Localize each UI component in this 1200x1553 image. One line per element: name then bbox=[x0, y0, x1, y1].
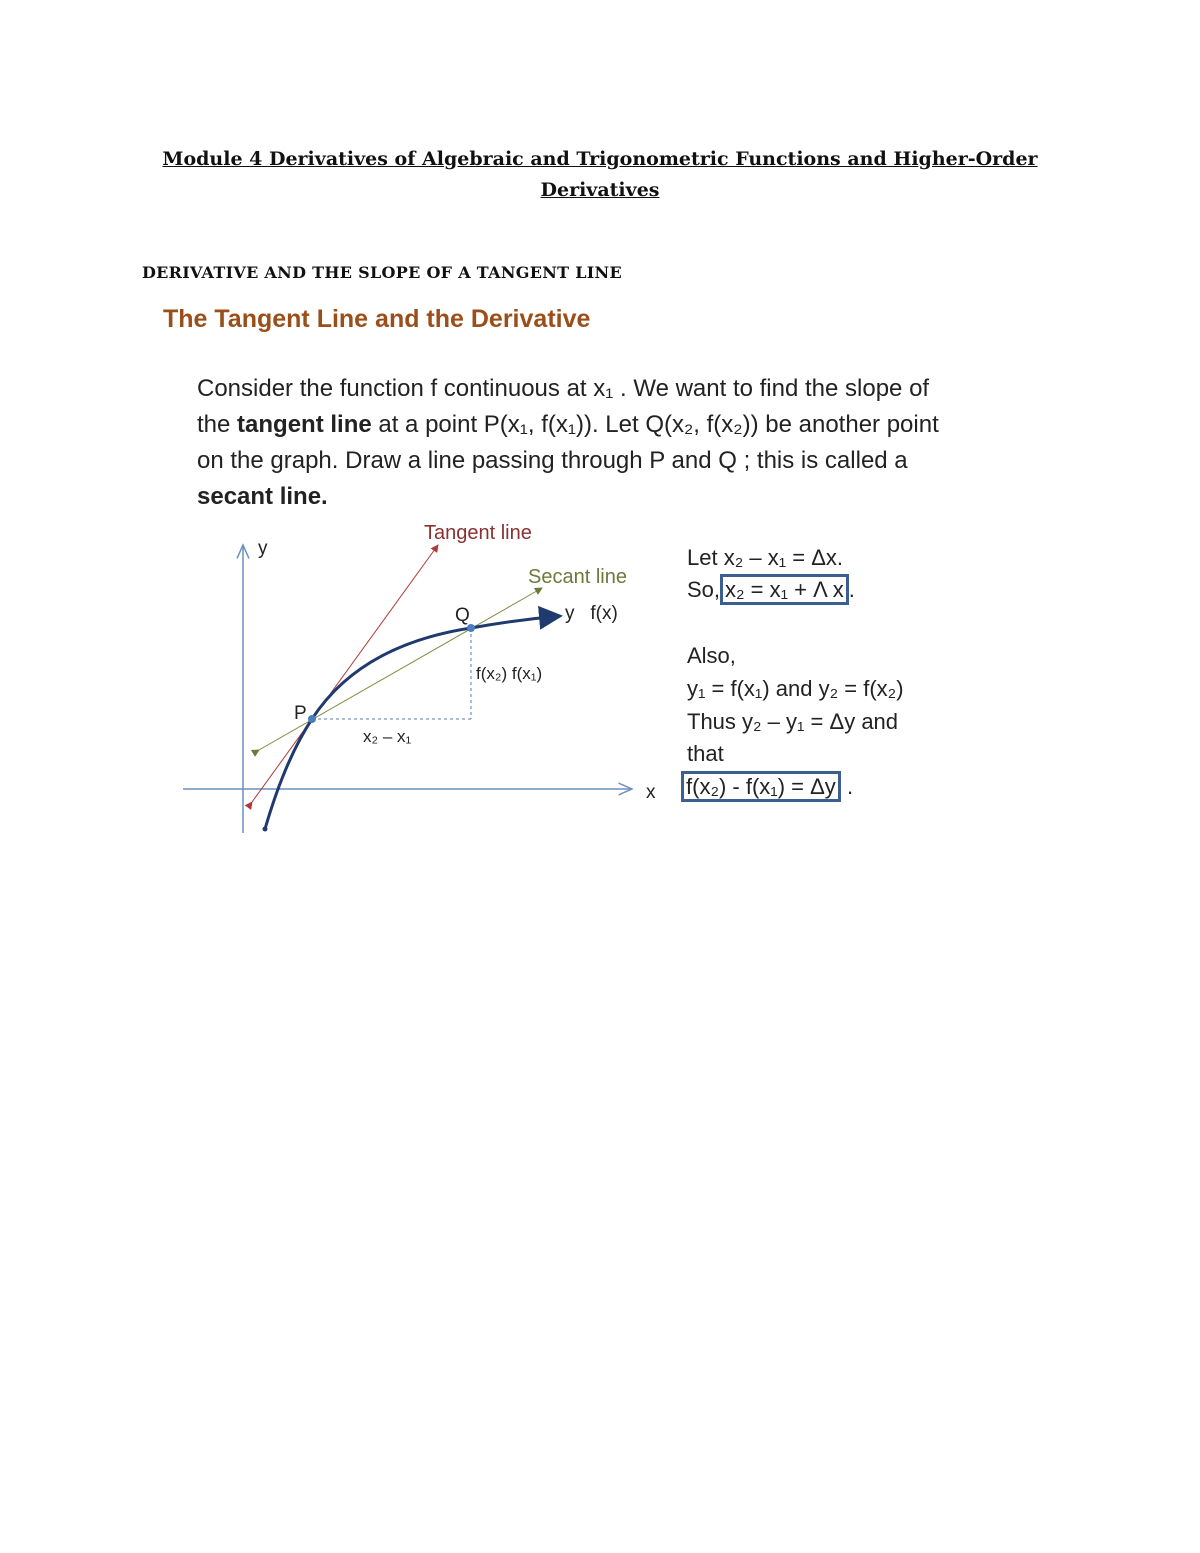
section-heading: DERIVATIVE AND THE SLOPE OF A TANGENT LINE bbox=[142, 263, 622, 282]
note-line-5: Thus y₂ – y₁ = Δy and bbox=[687, 709, 899, 734]
boxed-equation-x2: x₂ = x₁ + Λ x bbox=[720, 574, 849, 605]
tangent-line bbox=[252, 545, 438, 802]
tangent-line-label: Tangent line bbox=[424, 522, 532, 544]
note-line-1: Let x₂ – x₁ = Δx. bbox=[687, 545, 843, 570]
intro-paragraph: Consider the function f continuous at x₁ . We want to find the slope of the tangent line at a point P(x₁, f(x₁)). Let Q(x₂, f(x₂)) be another point on the graph. Draw a line passing through P and Q ; this is called a secant line. bbox=[197, 375, 939, 510]
y-axis-label: y bbox=[258, 538, 268, 559]
secant-line-label: Secant line bbox=[528, 566, 627, 588]
curve-label: y f(x) bbox=[565, 603, 618, 624]
note-line-3: Also, bbox=[687, 643, 736, 668]
document-title: Module 4 Derivatives of Algebraic and Trigonometric Functions and Higher-Order Derivatives bbox=[162, 148, 1038, 201]
rise-label: f(x₂) f(x₁) bbox=[476, 664, 543, 683]
point-q-label: Q bbox=[455, 605, 470, 626]
run-label: x₂ – x₁ bbox=[363, 727, 412, 746]
x-axis-label: x bbox=[646, 782, 656, 803]
point-p-label: P bbox=[294, 703, 307, 724]
note-line-4: y₁ = f(x₁) and y₂ = f(x₂) bbox=[687, 676, 904, 701]
note-line-6: that bbox=[687, 741, 724, 766]
note-line-2: So, x₂ = x₁ + Λ x . bbox=[687, 577, 855, 603]
function-curve bbox=[265, 616, 560, 829]
boxed-equation-delta-y: f(x₂) - f(x₁) = Δy bbox=[681, 771, 841, 802]
note-line-7: f(x₂) - f(x₁) = Δy . bbox=[681, 774, 853, 800]
slide-title: The Tangent Line and the Derivative bbox=[163, 305, 591, 333]
point-p-marker bbox=[308, 715, 316, 723]
